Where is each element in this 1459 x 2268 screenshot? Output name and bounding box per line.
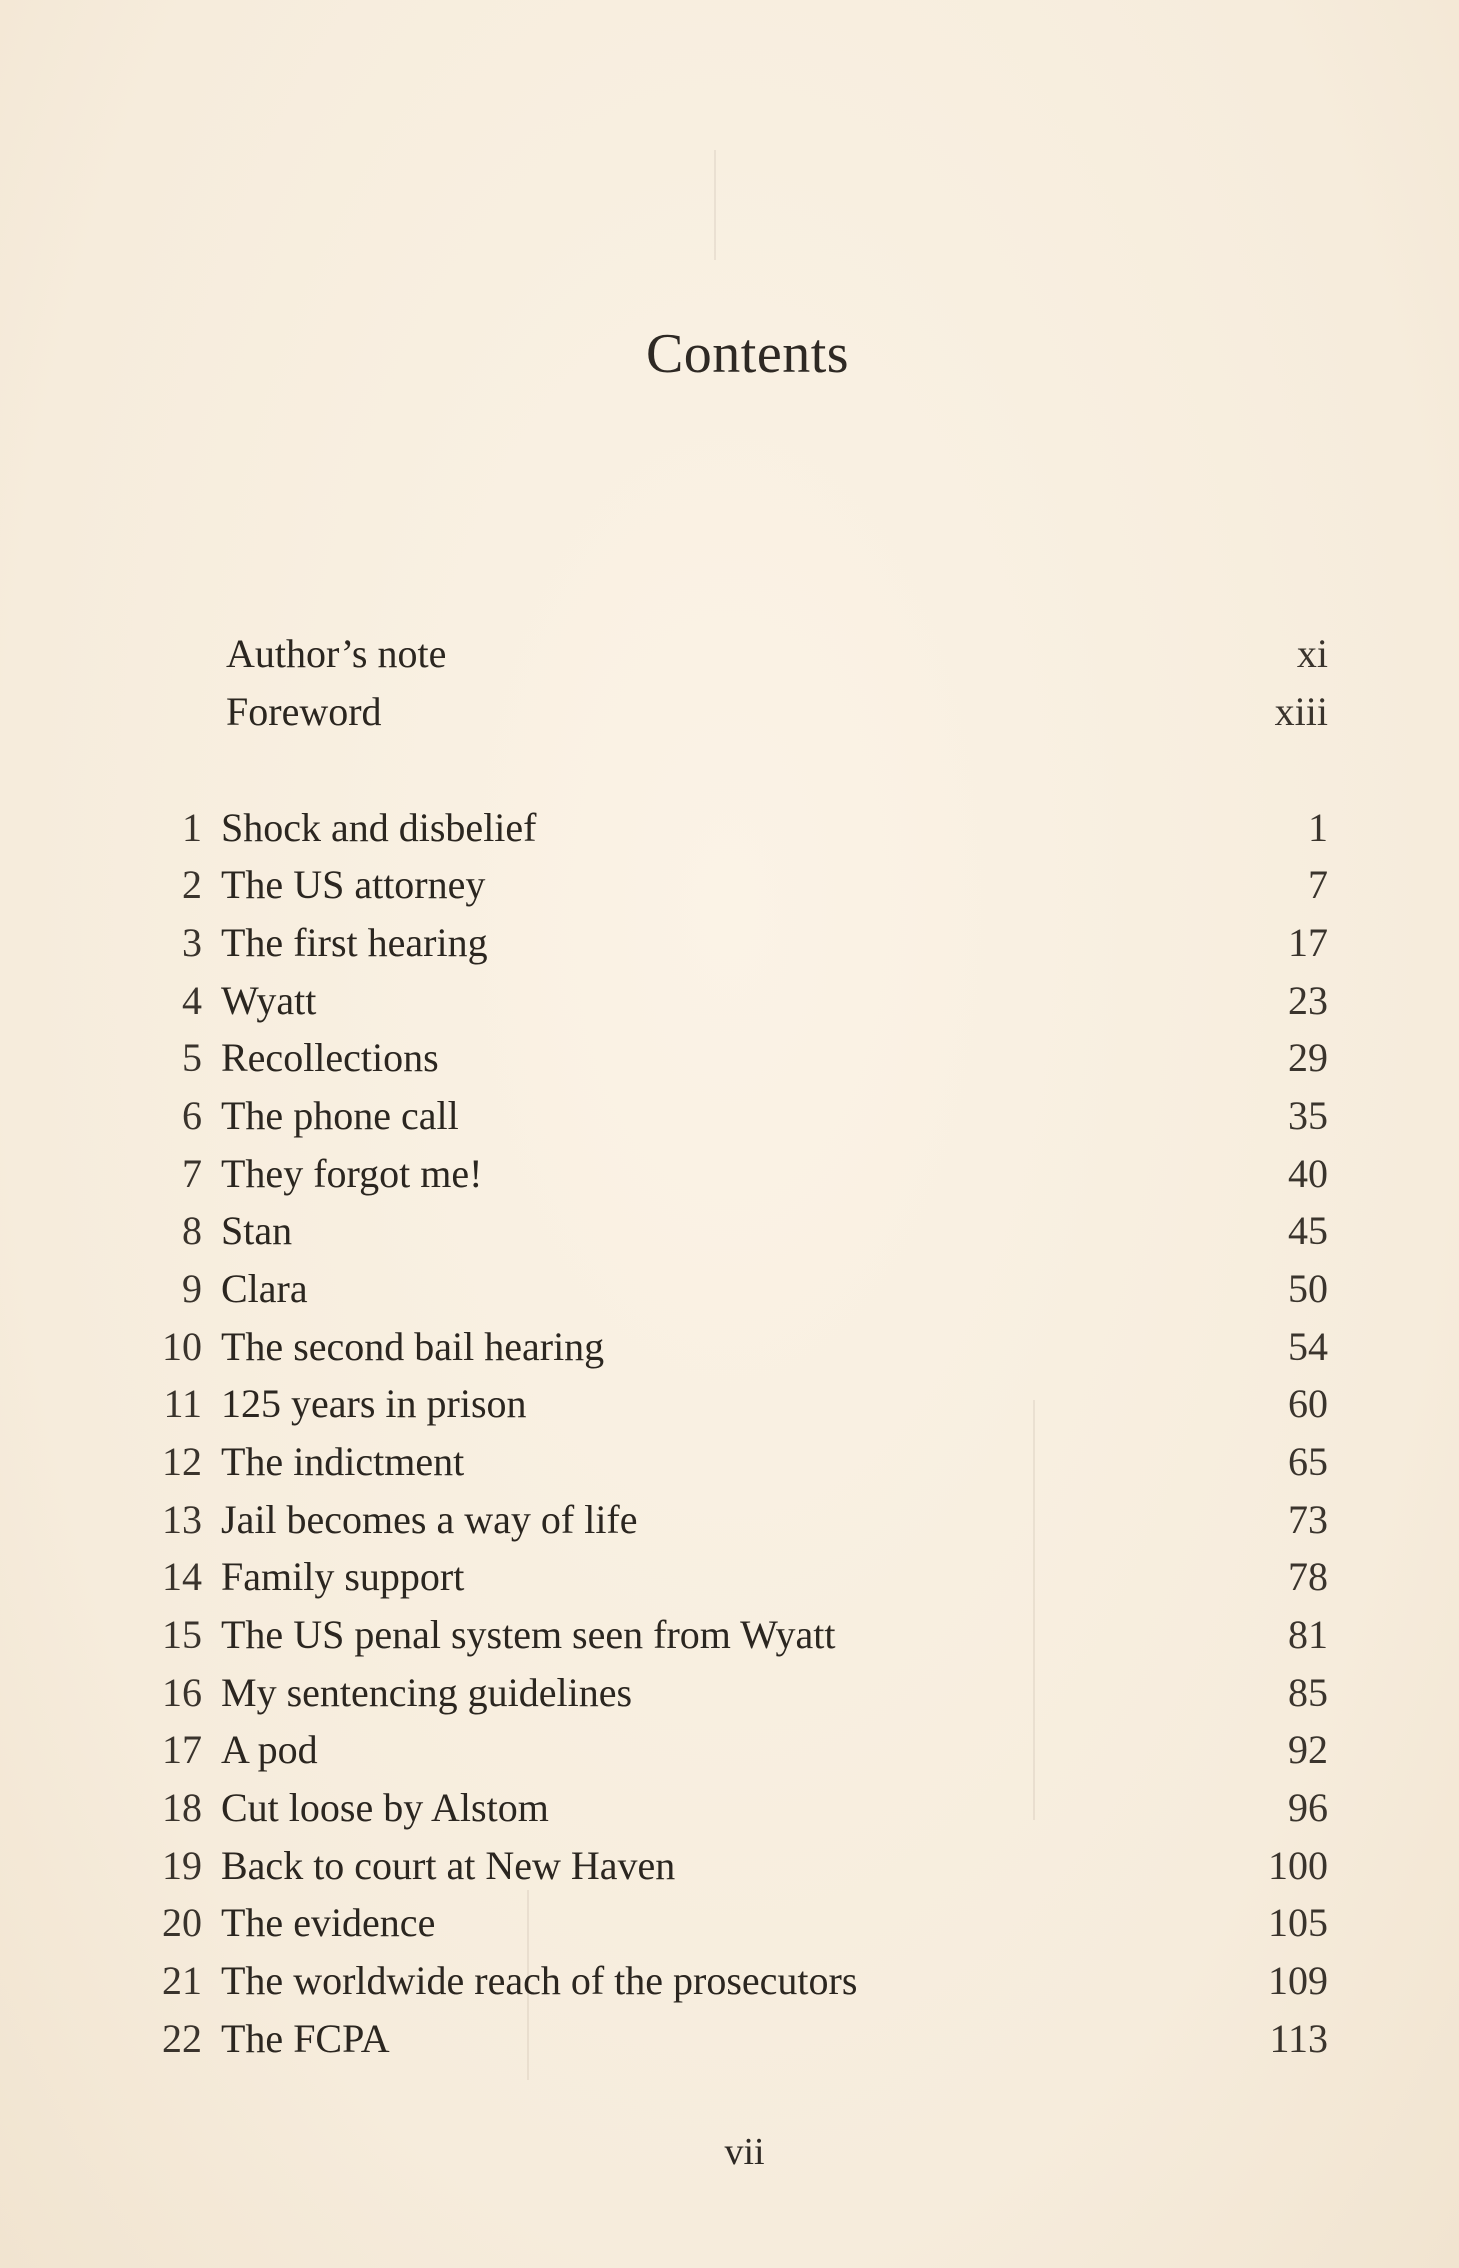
toc-page-number: 73 [1288, 1497, 1328, 1542]
toc-page-number: 100 [1268, 1843, 1328, 1888]
page-title: Contents [645, 323, 850, 385]
toc-chapter-entry [0, 799, 1459, 857]
toc-entry-label: The FCPA [221, 2016, 390, 2061]
toc-chapter-entry [0, 1260, 1459, 1318]
toc-page-number: 65 [1288, 1439, 1328, 1484]
toc-entry-label: Stan [221, 1208, 293, 1253]
toc-entry-label: 125 years in prison [221, 1381, 527, 1426]
toc-chapter-entry [0, 1779, 1459, 1837]
toc-chapter-number: 8 [182, 1208, 202, 1253]
toc-entry-label: Clara [221, 1266, 308, 1311]
toc-chapter-number: 10 [162, 1324, 202, 1369]
toc-page-number: 78 [1288, 1554, 1328, 1599]
toc-entry-label: The phone call [221, 1093, 459, 1138]
toc-chapter-entry [0, 1894, 1459, 1952]
toc-chapter-entry [0, 1491, 1459, 1549]
toc-chapter-entry [0, 914, 1459, 972]
toc-entry-label: The indictment [221, 1439, 465, 1484]
toc-entry-label: The first hearing [221, 920, 488, 965]
toc-chapter-number: 15 [162, 1612, 202, 1657]
toc-entry-label: The US penal system seen from Wyatt [221, 1612, 836, 1657]
toc-chapter-entry [0, 1548, 1459, 1606]
toc-chapter-number: 9 [182, 1266, 202, 1311]
toc-page-number: 7 [1308, 862, 1328, 907]
toc-entry-label: The US attorney [221, 862, 486, 907]
toc-page-number: 17 [1288, 920, 1328, 965]
toc-chapter-number: 1 [182, 805, 202, 850]
toc-chapter-entry [0, 1837, 1459, 1895]
toc-chapter-number: 3 [182, 920, 202, 965]
toc-page-number: 85 [1288, 1670, 1328, 1715]
toc-chapter-number: 14 [162, 1554, 202, 1599]
toc-page-number: 40 [1288, 1151, 1328, 1196]
show-through-mark [714, 150, 716, 260]
toc-page-number: 60 [1288, 1381, 1328, 1426]
toc-chapter-number: 18 [162, 1785, 202, 1830]
toc-chapter-number: 21 [162, 1958, 202, 2003]
toc-page-number: 35 [1288, 1093, 1328, 1138]
toc-page-number: xiii [1274, 689, 1328, 734]
toc-chapter-entry [0, 1375, 1459, 1433]
toc-front-entry [0, 625, 1459, 683]
toc-entry-label: Jail becomes a way of life [221, 1497, 638, 1542]
toc-entry-label: The evidence [221, 1900, 436, 1945]
toc-page-number: xi [1296, 631, 1328, 676]
toc-entry-label: Wyatt [221, 978, 317, 1023]
toc-page-number: 92 [1288, 1727, 1328, 1772]
toc-chapter-entry [0, 856, 1459, 914]
toc-entry-label: The second bail hearing [221, 1324, 605, 1369]
toc-chapter-entry [0, 1202, 1459, 1260]
toc-page-number: 1 [1308, 805, 1328, 850]
page-folio: vii [724, 2131, 765, 2173]
toc-page-number: 113 [1269, 2016, 1328, 2061]
toc-entry-label: Recollections [221, 1035, 439, 1080]
toc-page-number: 45 [1288, 1208, 1328, 1253]
toc-page-number: 109 [1268, 1958, 1328, 2003]
toc-chapter-entry [0, 1145, 1459, 1203]
toc-entry-label: Back to court at New Haven [221, 1843, 676, 1888]
toc-entry-label: Cut loose by Alstom [221, 1785, 549, 1830]
toc-chapter-number: 2 [182, 862, 202, 907]
toc-entry-label: Family support [221, 1554, 465, 1599]
toc-chapter-number: 13 [162, 1497, 202, 1542]
toc-chapter-number: 4 [182, 978, 202, 1023]
toc-chapter-number: 12 [162, 1439, 202, 1484]
toc-chapter-entry [0, 1318, 1459, 1376]
toc-entry-label: They forgot me! [221, 1151, 483, 1196]
toc-entry-label: My sentencing guidelines [221, 1670, 633, 1715]
toc-chapter-number: 5 [182, 1035, 202, 1080]
toc-chapter-number: 22 [162, 2016, 202, 2061]
toc-chapter-entry [0, 1606, 1459, 1664]
toc-entry-label: The worldwide reach of the prosecutors [221, 1958, 858, 2003]
toc-chapter-number: 16 [162, 1670, 202, 1715]
toc-chapter-entry [0, 1029, 1459, 1087]
toc-chapter-entry [0, 1664, 1459, 1722]
toc-chapter-entry [0, 2010, 1459, 2068]
toc-page-number: 81 [1288, 1612, 1328, 1657]
toc-entry-label: Shock and disbelief [221, 805, 537, 850]
toc-chapter-entry [0, 1721, 1459, 1779]
toc-entry-label: A pod [221, 1727, 318, 1772]
toc-page-number: 105 [1268, 1900, 1328, 1945]
toc-chapter-number: 11 [163, 1381, 202, 1426]
toc-page-number: 50 [1288, 1266, 1328, 1311]
toc-page-number: 96 [1288, 1785, 1328, 1830]
toc-chapter-number: 20 [162, 1900, 202, 1945]
toc-chapter-entry [0, 1433, 1459, 1491]
toc-chapter-number: 19 [162, 1843, 202, 1888]
toc-chapter-number: 17 [162, 1727, 202, 1772]
toc-entry-label: Author’s note [226, 631, 447, 676]
toc-chapter-entry [0, 1952, 1459, 2010]
toc-entry-label: Foreword [226, 689, 382, 734]
toc-page-number: 29 [1288, 1035, 1328, 1080]
toc-page-number: 23 [1288, 978, 1328, 1023]
toc-chapter-number: 7 [182, 1151, 202, 1196]
toc-chapter-number: 6 [182, 1093, 202, 1138]
toc-chapter-entry [0, 1087, 1459, 1145]
toc-chapter-entry [0, 972, 1459, 1030]
toc-front-entry [0, 683, 1459, 741]
toc-page-number: 54 [1288, 1324, 1328, 1369]
